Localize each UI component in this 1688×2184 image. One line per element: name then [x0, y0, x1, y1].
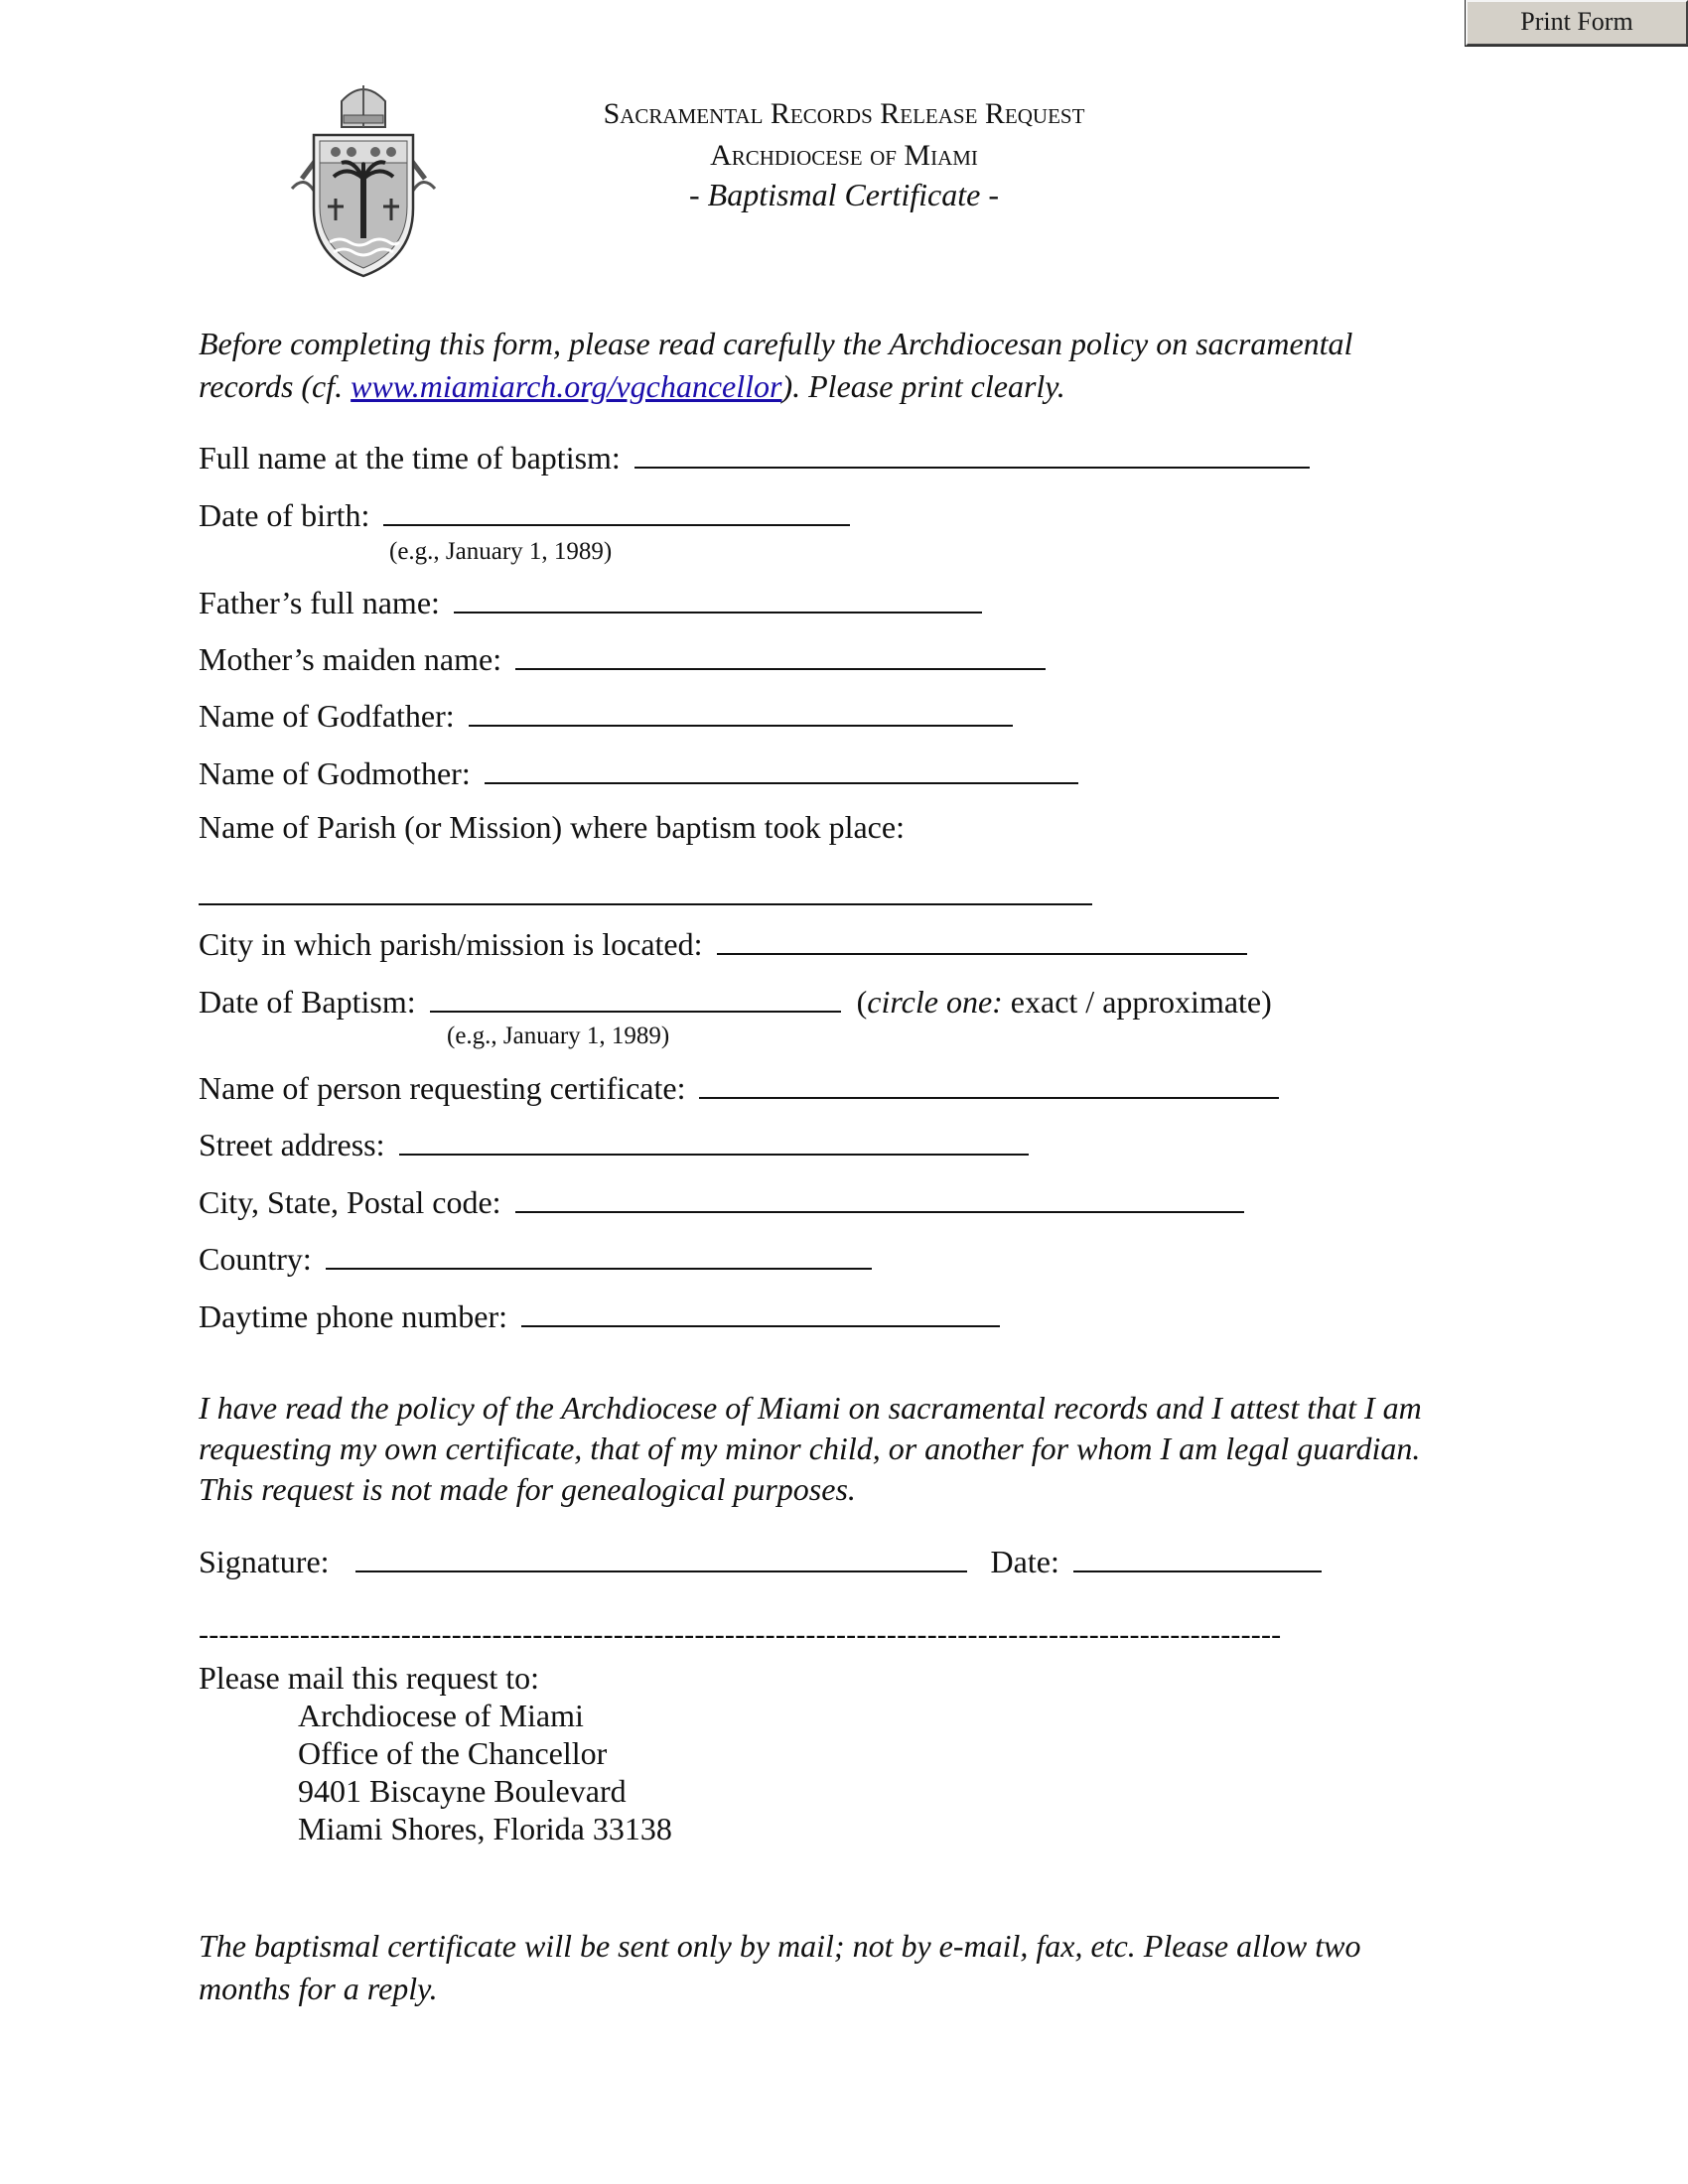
- baptism-date-label: Date of Baptism:: [199, 984, 416, 1020]
- city-state-postal-field[interactable]: [515, 1181, 1244, 1213]
- mail-address-line2: Office of the Chancellor: [298, 1735, 608, 1771]
- city-state-label: City, State, Postal code:: [199, 1184, 501, 1220]
- father-row: [199, 582, 982, 621]
- city-parish-field[interactable]: [717, 923, 1247, 955]
- requester-field[interactable]: [699, 1067, 1279, 1099]
- signature-label: Signature:: [199, 1544, 330, 1579]
- father-name-field[interactable]: [454, 582, 982, 614]
- city-state-row: [199, 1181, 1244, 1221]
- mother-name-field[interactable]: [515, 638, 1046, 670]
- godmother-field[interactable]: [485, 752, 1078, 784]
- print-form-button[interactable]: Print Form: [1466, 0, 1688, 46]
- dob-label: Date of birth:: [199, 497, 370, 533]
- attest-line1: I have read the policy of the Archdiocese of Miami on sacramental records and I attest that I am: [199, 1390, 1422, 1426]
- city-parish-row: [199, 923, 1247, 963]
- godmother-row: [199, 752, 1078, 792]
- baptism-date-field[interactable]: [430, 981, 841, 1013]
- date-label: Date:: [990, 1544, 1059, 1579]
- dob-field[interactable]: [383, 494, 850, 526]
- dob-row: [199, 494, 850, 534]
- circle-one-label: circle one:: [867, 984, 1003, 1020]
- phone-label: Daytime phone number:: [199, 1298, 508, 1334]
- full-name-field[interactable]: [634, 437, 1310, 469]
- parish-row: [199, 809, 905, 846]
- signature-date-field[interactable]: [1073, 1541, 1322, 1572]
- footer-note-line1: The baptismal certificate will be sent only by mail; not by e-mail, fax, etc. Please allow two: [199, 1928, 1361, 1964]
- godmother-label: Name of Godmother:: [199, 755, 471, 791]
- country-row: [199, 1238, 872, 1278]
- mail-address-line1: Archdiocese of Miami: [298, 1698, 584, 1733]
- mail-address-line3: 9401 Biscayne Boulevard: [298, 1773, 627, 1809]
- intro-suffix: ). Please print clearly.: [781, 368, 1065, 404]
- parish-label: Name of Parish (or Mission) where baptism took place:: [199, 809, 905, 845]
- form-title: Sacramental Records Release Request: [603, 97, 1085, 130]
- phone-field[interactable]: [521, 1296, 1000, 1327]
- intro-prefix: records (cf.: [199, 368, 352, 404]
- city-parish-label: City in which parish/mission is located:: [199, 926, 703, 962]
- street-label: Street address:: [199, 1127, 385, 1162]
- policy-link[interactable]: www.miamiarch.org/vgchancellor: [351, 368, 782, 404]
- form-subtitle-certificate: - Baptismal Certificate -: [689, 177, 999, 212]
- parish-field[interactable]: [199, 874, 1092, 905]
- father-label: Father’s full name:: [199, 585, 440, 620]
- street-row: [199, 1124, 1029, 1163]
- footer-note-line2: months for a reply.: [199, 1971, 438, 2006]
- separator-line: -----------------------------------------------------------------------------------------------------------: [199, 1618, 1282, 1651]
- baptism-date-row: [199, 981, 1272, 1021]
- country-field[interactable]: [326, 1238, 872, 1270]
- requester-row: [199, 1067, 1279, 1107]
- signature-row: [199, 1541, 1322, 1580]
- phone-row: [199, 1296, 1000, 1335]
- attest-line2: requesting my own certificate, that of my minor child, or another for whom I am legal guardian.: [199, 1431, 1421, 1466]
- mother-row: [199, 638, 1046, 678]
- intro-text-line1: Before completing this form, please read carefully the Archdiocesan policy on sacramental: [199, 326, 1353, 361]
- godfather-label: Name of Godfather:: [199, 698, 455, 734]
- intro-text-line2: [199, 368, 1065, 405]
- exact-approximate-options[interactable]: exact / approximate): [1002, 984, 1272, 1020]
- full-name-label: Full name at the time of baptism:: [199, 440, 621, 476]
- street-address-field[interactable]: [399, 1124, 1029, 1156]
- circle-one-open-paren: (: [856, 984, 868, 1020]
- form-subtitle-archdiocese: Archdiocese of Miami: [710, 139, 978, 172]
- mail-intro: Please mail this request to:: [199, 1660, 540, 1696]
- mother-label: Mother’s maiden name:: [199, 641, 502, 677]
- country-label: Country:: [199, 1241, 312, 1277]
- godfather-row: [199, 695, 1013, 735]
- signature-field[interactable]: [355, 1541, 967, 1572]
- baptism-date-hint: (e.g., January 1, 1989): [447, 1023, 670, 1049]
- full-name-row: [199, 437, 1310, 477]
- mail-address-line4: Miami Shores, Florida 33138: [298, 1811, 672, 1846]
- godfather-field[interactable]: [469, 695, 1013, 727]
- attest-line3: This request is not made for genealogical purposes.: [199, 1471, 856, 1507]
- requester-label: Name of person requesting certificate:: [199, 1070, 686, 1106]
- dob-hint: (e.g., January 1, 1989): [389, 538, 613, 565]
